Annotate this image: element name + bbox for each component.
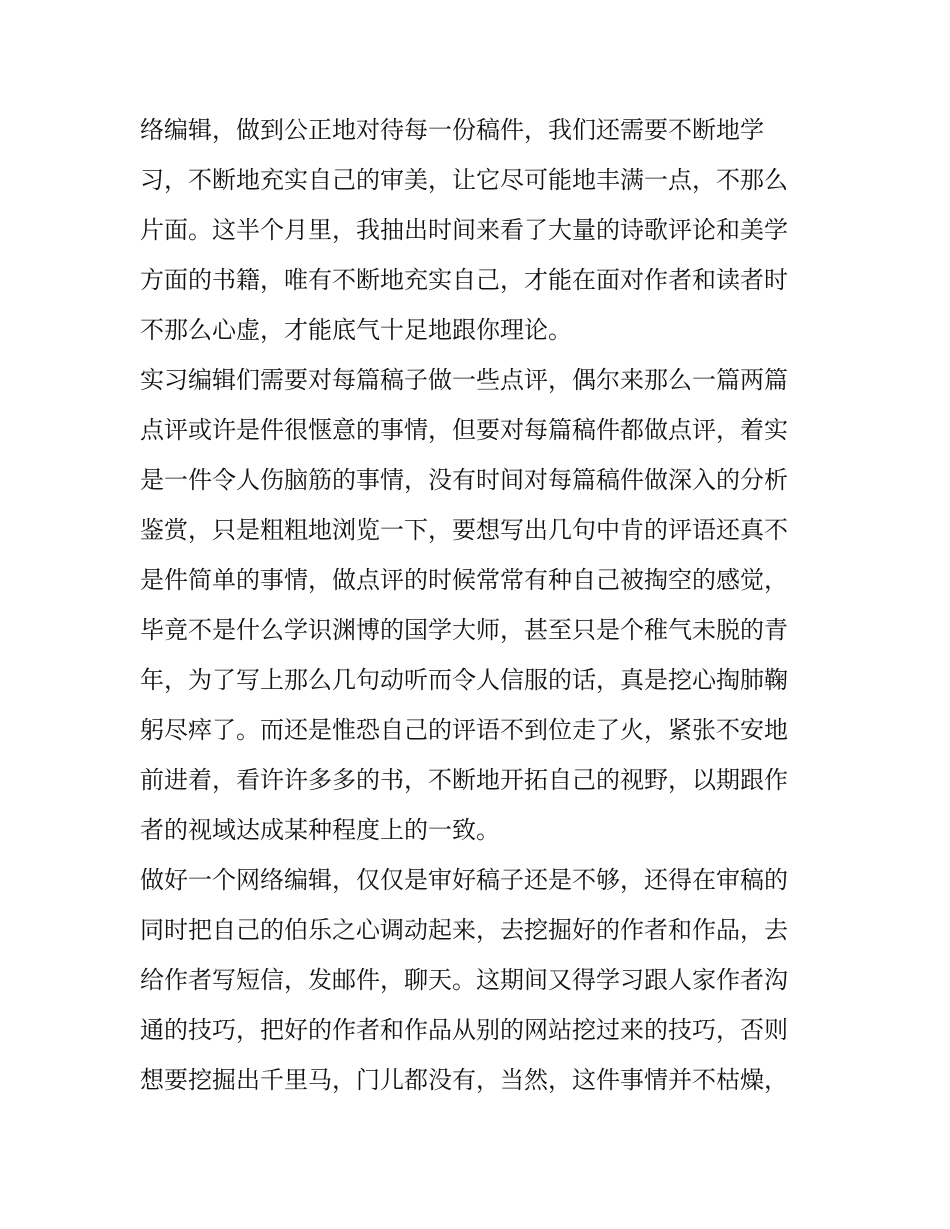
text-line: 躬尽瘁了。而还是惟恐自己的评语不到位走了火，紧张不安地 [140,716,788,744]
text-line: 鉴赏，只是粗粗地浏览一下，要想写出几句中肯的评语还真不 [140,516,788,544]
text-line: 方面的书籍，唯有不断地充实自己，才能在面对作者和读者时 [140,266,788,294]
text-line: 者的视域达成某种程度上的一致。 [140,816,500,844]
text-line: 做好一个网络编辑，仅仅是审好稿子还是不够，还得在审稿的 [140,866,788,894]
paragraph-3 [140,855,820,1105]
text-line: 片面。这半个月里，我抽出时间来看了大量的诗歌评论和美学 [140,216,788,244]
text-line: 习，不断地充实自己的审美，让它尽可能地丰满一点，不那么 [140,166,788,194]
paragraph-2 [140,355,820,855]
document-body [140,105,820,1105]
text-line: 前进着，看许许多多的书，不断地开拓自己的视野，以期跟作 [140,766,788,794]
text-line: 给作者写短信，发邮件，聊天。这期间又得学习跟人家作者沟 [140,966,788,994]
text-line: 实习编辑们需要对每篇稿子做一些点评，偶尔来那么一篇两篇 [140,366,788,394]
text-line: 点评或许是件很惬意的事情，但要对每篇稿件都做点评，着实 [140,416,788,444]
text-line: 毕竟不是什么学识渊博的国学大师，甚至只是个稚气未脱的青 [140,616,788,644]
text-line: 年，为了写上那么几句动听而令人信服的话，真是挖心掏肺鞠 [140,666,788,694]
text-line: 想要挖掘出千里马，门儿都没有，当然，这件事情并不枯燥， [140,1066,788,1094]
text-line: 不那么心虚，才能底气十足地跟你理论。 [140,316,572,344]
text-line: 络编辑，做到公正地对待每一份稿件，我们还需要不断地学 [140,116,764,144]
text-line: 同时把自己的伯乐之心调动起来，去挖掘好的作者和作品，去 [140,916,788,944]
text-line: 是件简单的事情，做点评的时候常常有种自己被掏空的感觉， [140,566,788,594]
text-line: 通的技巧，把好的作者和作品从别的网站挖过来的技巧，否则 [140,1016,788,1044]
text-line: 是一件令人伤脑筋的事情，没有时间对每篇稿件做深入的分析 [140,466,788,494]
paragraph-1 [140,105,820,355]
